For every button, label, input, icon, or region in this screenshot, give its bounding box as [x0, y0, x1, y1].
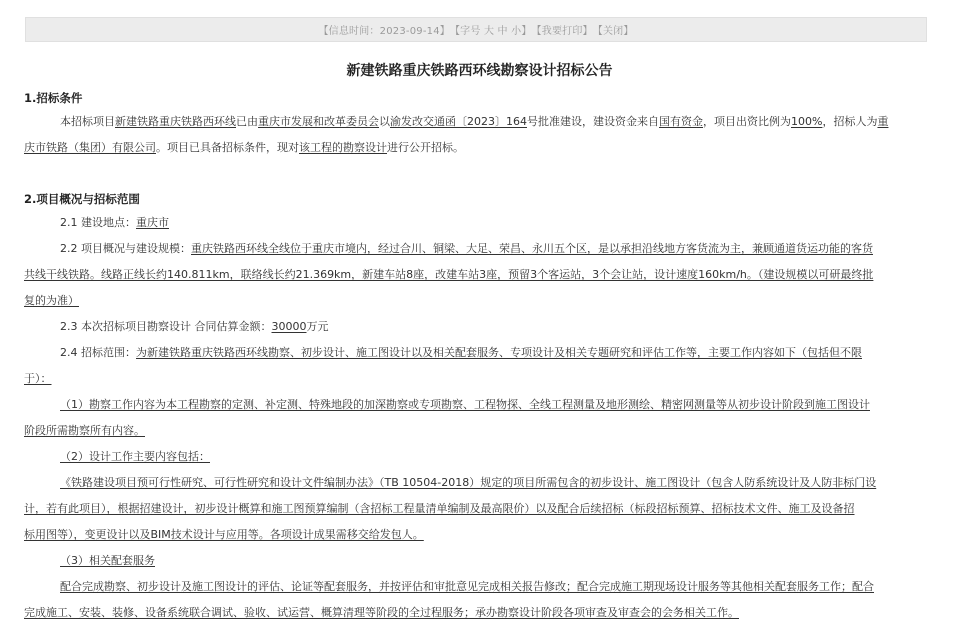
section2-body — [24, 210, 928, 626]
item-2-4: 2.4 招标范围：为新建铁路重庆铁路西环线勘察、初步设计、施工图设计以及相关配套服务、专项设计及相关专题研究和评估工作等，主要工作内容如下（包括但不限 — [60, 346, 862, 359]
scope-item-2b: 计，若有此项目），根据招建设计，初步设计概算和施工图预算编制（含招标工程量清单编制及最高限价）以及配合后续招标（标段招标预算、招标技术文件、施工及设备招 — [24, 502, 855, 515]
scope-item-1: （1）勘察工作内容为本工程勘察的定测、补定测、特殊地段的加深勘察或专项勘察、工程物探、全线工程测量及地形测绘、精密网测量等从初步设计阶段到施工图设计 — [60, 398, 870, 411]
scope-item-2c: 标用图等），变更设计以及BIM技术设计与应用等。各项设计成果需移交给发包人。 — [24, 528, 424, 541]
font-size-suffix: 】 — [521, 26, 532, 37]
section2-heading: 2.项目概况与招标范围 — [24, 192, 140, 206]
font-medium-link[interactable]: 中 — [497, 26, 508, 37]
section1-line1: 本招标项目新建铁路重庆铁路西环线已由重庆市发展和改革委员会以渝发改交通函〔2023〕164号批准建设，建设资金来自国有资金，项目出资比例为100%，招标人为重 — [60, 115, 889, 128]
item-2-2: 2.2 项目概况与建设规模：重庆铁路西环线全线位于重庆市境内，经过合川、铜梁、大足、荣昌、永川五个区，是以承担沿线地方客货流为主，兼顾通道货运功能的客货 — [60, 242, 873, 255]
scope-item-3b: 完成施工、安装、装修、设备系统联合调试、验收、试运营、概算清理等阶段的全过程服务；承办勘察设计阶段各项审查及审查会的会务相关工作。 — [24, 606, 739, 619]
item-2-4-cont: 于）： — [24, 372, 52, 385]
scope-item-2a: 《铁路建设项目预可行性研究、可行性研究和设计文件编制办法》（TB 10504-2018）规定的项目所需包含的初步设计、施工图设计（包含人防系统设计及人防非标门设 — [60, 476, 877, 489]
item-2-3: 2.3 本次招标项目勘察设计 合同估算金额：30000万元 — [60, 320, 329, 333]
item-2-2-cont1: 共线干线铁路。线路正线长约140.811km，联络线长约21.369km，新建车站8座，改建车站3座，预留3个客运站，3个会让站，设计速度160km/h。（建设规模以可研最终批 — [24, 268, 874, 281]
close-link[interactable]: 【关闭】 — [592, 26, 634, 37]
info-toolbar — [25, 17, 927, 42]
section1-line2: 庆市铁路（集团）有限公司。项目已具备招标条件，现对该工程的勘察设计进行公开招标。 — [24, 141, 464, 154]
item-2-2-cont2: 复的为准） — [24, 294, 79, 307]
scope-item-2: （2）设计工作主要内容包括： — [60, 450, 210, 463]
scope-item-1-cont: 阶段所需勘察所有内容。 — [24, 424, 145, 437]
font-large-link[interactable]: 大 — [483, 26, 495, 37]
item-2-1: 2.1 建设地点：重庆市 — [60, 216, 169, 229]
print-link[interactable]: 【我要打印】 — [531, 26, 593, 37]
section1-paragraph — [24, 109, 928, 161]
font-size-prefix: 【字号 — [449, 26, 481, 37]
font-small-link[interactable]: 小 — [511, 26, 522, 37]
scope-item-3: （3）相关配套服务 — [60, 554, 155, 567]
page-title: 新建铁路重庆铁路西环线勘察设计招标公告 — [346, 63, 613, 79]
scope-item-3a: 配合完成勘察、初步设计及施工图设计的评估、论证等配套服务，并按评估和审批意见完成相关报告修改；配合完成施工期现场设计服务等其他相关配套服务工作；配合 — [60, 580, 874, 593]
section1-heading: 1.招标条件 — [24, 91, 83, 105]
info-time: 【信息时间：2023-09-14】 — [318, 26, 450, 37]
